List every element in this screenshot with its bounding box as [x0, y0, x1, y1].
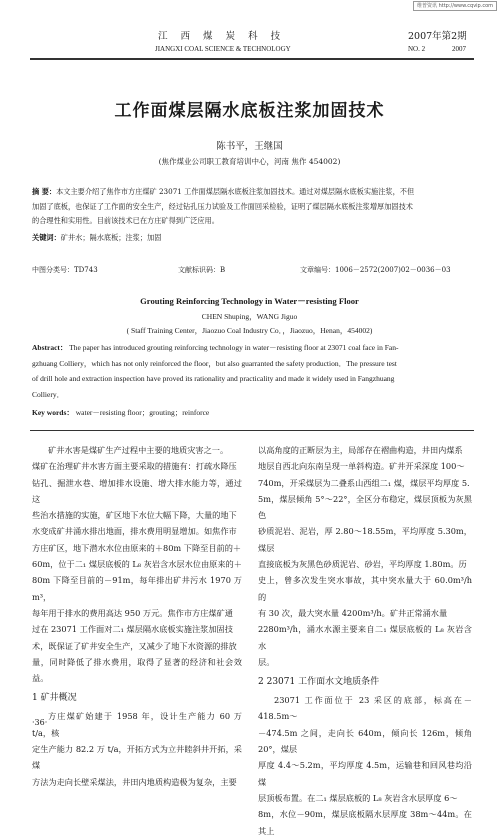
body-line: 量，同时降低了排水费用，取得了显著的经济和社会效益。 [32, 656, 242, 684]
abstract-en-line: gzhuang Colliery，which has not only reinforced the floor，but also guarranted the safety production．The pressure test [32, 358, 397, 368]
body-line: 砂质泥岩、泥岩，厚 2.80～18.55m，平均厚度 5.30m，煤层 [258, 526, 472, 553]
abstract-en [32, 340, 472, 402]
article-title: 工作面煤层隔水底板注浆加固技术 [114, 101, 385, 121]
body-line: 23071 工作面位于 23 采区的底部，标高在－418.5m～ [258, 695, 472, 722]
keywords-cn: 关键词：矿井水；隔水底板；注浆；加固 [32, 233, 162, 242]
body-line: 8m，水位－90m，煤层底板隔水层厚度 38m～44m。在其上 [258, 809, 472, 836]
body-line: 厚度 4.4～5.2m，平均厚度 4.5m，运输巷和回风巷均沿煤 [258, 760, 472, 787]
body-line: 2280m³/h，涌水水源主要来自二₁ 煤层底板的 L₈ 灰岩含水 [258, 624, 472, 651]
body-line: 方庄矿区，地下潜水水位由原来的＋80m 下降至目前的＋ [32, 542, 242, 553]
body-line: 方庄煤矿始建于 1958 年，设计生产能力 60 万 t/a，核 [32, 711, 242, 738]
body-line: 定生产能力 82.2 万 t/a，开拓方式为立井睦斜井开拓，采煤 [32, 744, 242, 771]
english-authors: CHEN Shuping，WANG Jiguo [201, 312, 298, 321]
article-authors: 陈书平，王继国 [216, 141, 283, 152]
body-line: 5m，煤层倾角 5°～22°，全区分布稳定，煤层顶板为灰黑色 [258, 493, 472, 521]
body-line: 钻孔、掘泄水巷、增加排水设施、增大排水能力等，通过这 [32, 477, 242, 504]
document-code: 文献标识码：B [178, 266, 226, 274]
abstract-line: 摘 要：本文主要介绍了焦作市方庄煤矿 23071 工作面煤层隔水底板注浆加固技术。通过对煤层隔水底板实施注浆，不但 [32, 187, 415, 196]
body-line: 过在 23071 工作面对二₁ 煤层隔水底板实施注浆加固技 [32, 624, 233, 635]
body-line: 煤矿在治理矿井水害方面主要采取的措施有：打疏水降压 [32, 461, 237, 472]
body-line: 80m 下降至目前的－91m，每年排出矿井污水 1970 万 m³， [32, 575, 242, 602]
journal-name-en: JIANGXI COAL SCIENCE & TECHNOLOGY [155, 45, 291, 53]
abstract-line: 的合理性和实用性。目前该技术已在方庄矿得到广泛应用。 [32, 216, 219, 225]
body-line: 地层自西北向东南呈现一单斜构造。矿井开采深度 100～ [258, 461, 465, 472]
english-affiliation: ( Staff Training Center，Jiaozuo Coal Industry Co．，Jiaozuo，Henan，454002) [126, 326, 373, 335]
abstract-label: 摘 要： [32, 187, 57, 196]
body-line: 术，既保证了矿井安全生产，又减少了地下水资源的排放 [32, 640, 237, 651]
article-number: 文章编号：1006－2572(2007)02－0036－03 [300, 266, 451, 274]
section-heading-1: 1 矿井概况 [32, 693, 77, 704]
header-rule [30, 58, 474, 60]
keywords-en: Key words： water－resisting floor；grouting；reinforce [32, 408, 210, 417]
body-left-column [32, 442, 242, 790]
journal-name-cn: 江 西 煤 炭 科 技 [158, 31, 286, 42]
body-line: 层。 [258, 656, 275, 667]
article-affiliation: (焦作煤业公司职工教育培训中心，河南 焦作 454002) [158, 157, 341, 166]
abstract-en-line: Abstract： The paper has introduced grouting reinforcing technology in water－resisting floor at 23071 coal face in Fan- [32, 343, 399, 352]
body-line: 水变成矿井涌水排出地面，排水费用明显增加。如焦作市 [32, 526, 237, 537]
abstract-en-line: of drill hole and extraction inspection have proved its rationality and practicality and made it widely used in Fangzhuang [32, 374, 395, 383]
abstract-en-line: Colliery． [32, 389, 65, 399]
body-line: 以高角度的正断层为主，局部存在褶曲构造，井田内煤系 [258, 445, 463, 455]
body-line: 矿井水害是煤矿生产过程中主要的地质灾害之一。 [48, 445, 229, 455]
body-line: 直接底板为灰黑色砂质泥岩、砂岩，平均厚度 1.80m。历 [258, 559, 467, 570]
body-right-column [258, 442, 472, 839]
journal-issue: 2007年第2期 [408, 31, 467, 42]
body-line: 有 30 次，最大突水量 4200m³/h。矿井正常涌水量 [258, 607, 448, 618]
body-line: 史上，曾多次发生突水事故，其中突水量大于 60.0m³/h 的 [258, 575, 472, 602]
body-line: －474.5m 之间，走向长 640m，倾向长 126m，倾角 20°，煤层 [258, 727, 472, 755]
abstract-cn [32, 185, 472, 229]
journal-year: 2007 [452, 45, 466, 53]
english-title: Grouting Reinforcing Technology in Water－resisting Floor [140, 296, 359, 306]
abstract-en-label: Abstract： [32, 343, 68, 352]
section-heading-2: 2 23071 工作面水文地质条件 [258, 677, 380, 688]
body-line: 方法为走向长壁采煤法，井田内地质构造极为复杂，主要 [32, 776, 237, 787]
body-line: 层顶板布置。在二₁ 煤层底板的 L₈ 灰岩含水层厚度 6～ [258, 792, 458, 803]
clc-number: 中图分类号：TD743 [32, 266, 98, 274]
section-divider [30, 430, 474, 431]
page-number: ·36· [32, 718, 48, 727]
journal-no: NO. 2 [408, 45, 426, 53]
watermark-stamp: 维普资讯 http://www.cqvip.com [413, 1, 497, 11]
body-line: 740m，开采煤层为二叠系山西组二₁ 煤，煤层平均厚度 5. [258, 477, 470, 488]
body-line: 60m，位于二₁ 煤层底板的 L₈ 灰岩含水层水位由原来的＋ [32, 559, 242, 570]
body-line: 每年用于排水的费用高达 950 万元。焦作市方庄煤矿通 [32, 607, 233, 618]
abstract-line: 加固了底板，也保证了工作面的安全生产，经过钻孔压力试验及工作面回采检验，证明了煤层隔水底板注浆增厚加固技术 [32, 201, 413, 211]
body-line: 些治水措施的实施，矿区地下水位大幅下降，大量的地下 [32, 510, 237, 521]
